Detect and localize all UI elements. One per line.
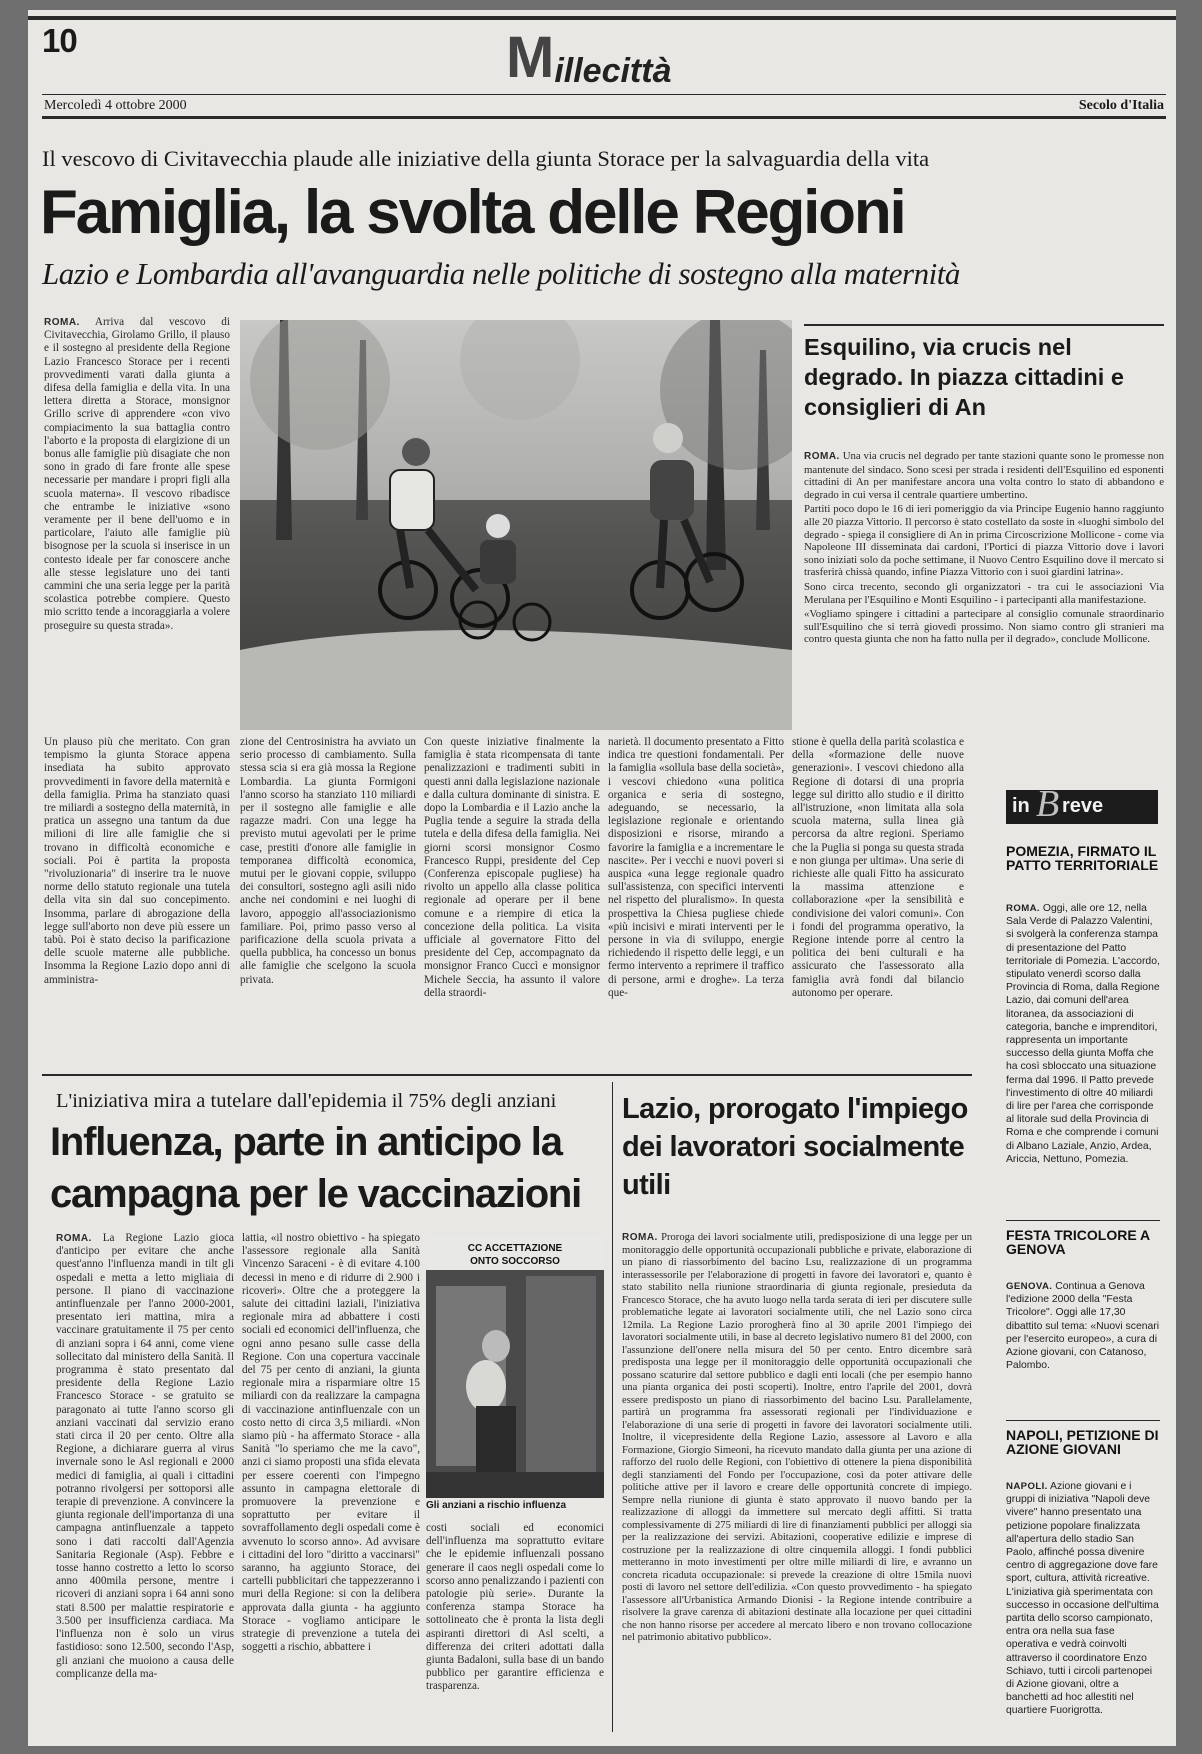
sidebar-text-2: Partiti poco dopo le 16 di ieri pomeriggio da via Principe Eugenio hanno raggiunto alle 20 piazza Vittorio. Il percorso è stato costellato da soste in «luoghi simbolo del degrado - spiega il consigliere di An in prima Circoscrizione Mollicone - come via Napoleone III disseminata dai cardoni, l'Portici di piazza Vittorio dove i lavori sono iniziati solo da poche settimane, il Nuovo Centro Esquilino dove il mercato si trasferirà chissà quando, infine Piazza Vittorio con i suoi giardini latrina».: [804, 503, 1164, 579]
breve-text-napoli: Azione giovani e i gruppi di iniziativa "Napoli deve vivere" hanno presentato una petizione popolare finalizzata all'apertura dello stadio San Paolo, affinché possa divenire centro di aggregazione dove fare sport, cultura, attività ricreative. L'iniziativa già sperimentata con successo in occasione dell'ultima partita dello scorso campionato, entra ora nella sua fase operativa e vedrà coinvolti attraverso il coordinatore Enzo Schiavo, tutti i circoli partenopei di Azione giovani, oltre a banchetti ad hoc allestiti nel quartiere Fuorigrotta.: [1006, 1481, 1159, 1717]
masthead-rule-top: [42, 94, 1166, 95]
breve-text-genova: Continua a Genova l'edizione 2000 della "Festa Tricolore". Oggi alle 17,30 dibattito sul tema: «Nuovi scenari per l'esercito europeo», a cura di Azione giovani, con Catanoso, Palombo.: [1006, 1281, 1160, 1372]
main-text-4: narietà. Il documento presentato a Fitto indica tre questioni fondamentali. Per la famiglia «sollula base della società», i vescovi chiedono «una politica organica e seria di sostegno, adeguando, se necessario, la legislazione regionale e orientando disposizioni e risorse, mirando a favorire la famiglia e a incrementare le nascite». Per i vecchi e nuovi poveri si auspica «una legge regionale quadro sull'assistenza, con specifici interventi nel rispetto del pluralismo». In questa prospettiva la Chiesa pugliese chiede «più incisivi e mirati interventi per le persone in via di sviluppo, energie richiedendo il rispetto delle leggi, e un fermo intervento a reprimere il traffico di persone, armi e droghe». La terza que-: [608, 736, 784, 999]
flu-kicker: L'iniziativa mira a tutelare dall'epidemia il 75% degli anziani: [56, 1090, 557, 1112]
lazio-text: Proroga dei lavori socialmente utili, predisposizione di una legge per un monitoraggio delle opportunità occupazionali pubbliche e private, elaborazione di un piano di riassorbimento del bacino Lsu, realizzazione di un programma interassessorile per l'elaborazione di progetti in favore dei lavoratori e, quanto è stato stabilito nella riunione straordinaria di giunta regionale, presieduta da Francesco Storace, che ha avuto luogo nella tarda serata di ieri per discutere sulle problematiche legate ai lavoratori socialmente utili, che nel Lazio sono circa 12mila. La Regione Lazio prorogherà fino al 30 aprile 2001 l'impiego dei lavoratori socialmente utili, in base al decreto legislativo numero 81 del 2000, con l'assunzione dell'onere nella misura del 50 per cento. Entro dicembre sarà predisposta una legge per il monitoraggio delle opportunità occupazionali che possano scaturire dal settore pubblico e dagli enti locali (che per esempio hanno una pianta organica dei posti scoperti). Inoltre, entro l'aprile del 2001, dovrà essere predisposto un piano di riassorbimento del bacino Lsu. Parallelamente, partirà un programma fra assessorati regionali per l'individuazione e l'elaborazione di una serie di progetti in favore dei lavoratori socialmente utili. Inoltre, il vicepresidente della Regione Lazio, assessore al Lavoro e alla Formazione, Giorgio Simeoni, ha ricevuto mandato dalla giunta per una azione di rafforzo del ruolo delle Regioni, con l'obiettivo di ottenere la piena disponibilità degli stanziamenti del Fondo per l'occupazione, così da poter attivare delle politiche attive per il lavoro e creare delle opportunità concrete di impiego. Sempre nella riunione di giunta è stato approvato il nuovo bando per la realizzazione di alloggi da immettere sul mercato degli affitti. Si tratta complessivamente di 275 miliardi di lire di finanziamenti pubblici per alloggi sia per la realizzazione dei servizi. Abitazioni, cooperative edilizie e imprese di costruzione per la realizzazione di oltre cinquemila alloggi. I fondi pubblici metteranno in moto investimenti per oltre mille miliardi di lire, e avranno un concreta ricaduta occupazionale: si prevede la creazione di oltre 15mila nuovi posti di lavoro nel settore dell'edilizia. «Con questo provvedimento - ha spiegato l'assessore all'Urbanistica Armando Dionisi - la Regione intende contribuire a risolvere la grave carenza di abitazioni destinate alla locazione per quei cittadini che non hanno risorse per accedere al mercato libero e non trovano collocazione nel patrimonio abitativo pubblico».: [622, 1232, 972, 1643]
breve-article-napoli: [1006, 1480, 1160, 1738]
flu-text-1: La Regione Lazio gioca d'anticipo per evitare che anche quest'anno l'influenza mandi in tilt gli ospedali e metta a letto migliaia di persone. Il piano di vaccinazione antinfluenzale per l'anno 2000-2001, presentato ieri mattina, mira a vaccinare gratuitamente il 75 per cento di anziani sopra i 64 anni, come viene sollecitato dal ministero della Sanità. Il programma è stato presentato dal presidente della Regione Lazio Francesco Storace - se gratuito se paragonato ai tutte l'anno scorso gli anziani vaccinati dal servizio erano stati circa il 20 per cento. Oltre alla Regione, a dichiarare guerra al virus invernale sono le Asl regionali e 2000 medici di famiglia, ai quali i cittadini potranno rivolgersi per sottoporsi alle terapie di prevenzione. A convincere la giunta regionale dell'importanza di una campagna antinfluenzale a tappeto sono i dati raccolti dall'Agenzia Sanitaria Regionale (Asp). Febbre e tosse hanno costretto a letto lo scorso anno 400mila persone, mentre i ricoveri di anziani sopra i 64 anni sono stati 8.500 per malattie respiratorie e 3.500 per insufficienza cardiaca. Ma l'influenza non è solo un virus fastidioso: sono 12.500, secondo l'Asp, gli anziani che muoiono a causa delle complicanze della ma-: [56, 1232, 234, 1680]
family-bicycle-photo: [240, 320, 792, 730]
main-text-2: zione del Centrosinistra ha avviato un serio processo di cambiamento. Sulla stessa scia si era già mossa la Regione Lombardia. La giunta Formigoni l'anno scorso ha stanziato 110 miliardi per il sostegno alle famiglie e alle ragazze madri. Con una legge ha previsto mutui agevolati per le prime case, prestiti d'onore alle famiglie in temporanea difficoltà economica, mutui per le giovani coppie, sviluppo dei consultori, sostegno agli asili nido anche nei condomini e nei luoghi di lavoro, appoggio all'associazionismo familiare. Poi, primo passo verso al parificazione della scuola privata a quella pubblica, ha concesso un bonus alle famiglie che scelgono la scuola privata.: [240, 736, 416, 986]
breve-article-pomezia: [1006, 902, 1160, 1212]
breve-dateline-pomezia: ROMA.: [1006, 903, 1040, 914]
main-text-3: Con queste iniziative finalmente la famiglia è stata ricompensata di tante penalizzazioni e tradimenti subiti in questi anni dalla legislazione nazionale e dalla cultura dominante di sinistra. E dopo la Lombardia e il Lazio anche la Puglia tende a seguire la strada della tutela e della difesa della famiglia. Nei giorni scorsi monsignor Cosmo Francesco Ruppi, presidente del Cep (Conferenza episcopale pugliese) ha rivolto un appello alla classe politica regionale ad operare per il bene comune e a riempire di etica la concezione della politica. La visita ufficiale al governatore Fitto del presidente del Cep, accompagnato da monsignor Franco Cuccì e monsignor Michele Seccia, ha assunto il valore della straordi-: [424, 736, 600, 999]
lazio-dateline: ROMA.: [622, 1232, 658, 1243]
lower-divider: [42, 1074, 972, 1076]
main-article-col1b: [44, 736, 230, 1066]
main-article-col3: [424, 736, 600, 1066]
sidebar-headline: Esquilino, via crucis nel degrado. In piazza cittadini e consiglieri di An: [804, 334, 1124, 420]
main-article-col5: [792, 736, 964, 1066]
main-article-col2: [240, 736, 416, 1066]
breve-divider-2: [1006, 1420, 1160, 1421]
flu-article-col3: [426, 1522, 604, 1732]
masthead-rule-bottom: [42, 116, 1166, 119]
page-number: 10: [42, 22, 77, 59]
sidebar-rule: [804, 324, 1164, 326]
flu-photo-caption: Gli anziani a rischio influenza: [426, 1500, 567, 1511]
section-name: illecittà: [554, 52, 672, 90]
breve-headline-genova: FESTA TRICOLORE A GENOVA: [1006, 1227, 1150, 1257]
lazio-article: [622, 1232, 972, 1732]
flu-dateline: ROMA.: [56, 1233, 92, 1244]
main-article-col4: [608, 736, 784, 1066]
hospital-entrance-image: [426, 1236, 604, 1498]
breve-dateline-napoli: NAPOLI.: [1006, 1481, 1048, 1492]
breve-divider-1: [1006, 1220, 1160, 1221]
issue-date: Mercoledì 4 ottobre 2000: [44, 98, 187, 113]
main-kicker: Il vescovo di Civitavecchia plaude alle iniziative della giunta Storace per la salvaguardia della vita: [42, 146, 930, 171]
newspaper-page: [28, 10, 1176, 1746]
main-dateline: ROMA.: [44, 317, 80, 328]
breve-text-pomezia: Oggi, alle ore 12, nella Sala Verde di Palazzo Valentini, si svolgerà la conferenza stampa di presentazione del Patto territoriale di Pomezia. L'accordo, stipulato venerdì scorso dalla Provincia di Roma, dalla Regione Lazio, dai comuni dell'area litoranea, da associazioni di categoria, banche e imprenditori, rappresenta un importante successo della giunta Moffa che ha così sbloccato una situazione ferma dal 1996. Il Patto prevede l'investimento di oltre 40 miliardi di lire per l'area che corrisponde al litorale sud della Provincia di Roma e che comprende i comuni di Albano Laziale, Anzio, Ardea, Ariccia, Nettuno, Pomezia.: [1006, 903, 1160, 1165]
main-text-1: Arriva dal vescovo di Civitavecchia, Girolamo Grillo, il plauso e il sostegno al presidente della Regione Lazio Francesco Storace per i recenti provvedimenti varati dalla giunta a difesa della famiglia e della vita. In una lettera diretta a Storace, monsignor Grillo scrive di apprendere «con vivo compiacimento la sua battaglia contro l'aborto e la proposta di elargizione di un bonus alle famiglie più disagiate che non sono in grado di fare fronte alle spese necessarie per mandare i propri figli alla scuola materna». Il vescovo ribadisce che entrambe le iniziative «sono veramente per il bene dell'uomo e in particolare, l'aiuto alle famiglie più bisognose per la scuola si inserisce in un contesto ideale per far conoscere anche alle stesse legislature uno dei tanti cammini che una seria legge per la parità scolastica potrebbe compiere. Questo mio scritto tende a incoraggiarla a volere proseguire su questa strada».: [44, 316, 230, 632]
top-rule: [28, 16, 1176, 20]
flu-headline: Influenza, parte in anticipo la campagna per le vaccinazioni: [50, 1120, 582, 1216]
breve-article-genova: [1006, 1280, 1160, 1420]
lazio-headline: Lazio, prorogato l'impiego dei lavoratori socialmente utili: [622, 1093, 968, 1201]
in-breve-label-b: B: [1036, 783, 1060, 825]
sidebar-text-3: Sono circa trecento, secondo gli organizzatori - tra cui le associazioni Via Merulana per l'Esquilino e Monti Esquilino - i partecipanti alla manifestazione.: [804, 580, 1164, 606]
in-breve-banner: [1006, 783, 1158, 825]
flu-article-col2: [242, 1232, 420, 1732]
flu-text-2: lattia, «il nostro obiettivo - ha spiegato l'assessore regionale alla Sanità Vincenzo Saraceni - è di evitare 4.100 decessi in meno e di ridurre di 2.900 i ricoveri». Oltre che a proteggere la salute dei cittadini laziali, l'iniziativa regionale mira ad abbattere i costi sociali ed economici dell'influenza, che ogni anno pesano sulle casse della Regione. Con una copertura vaccinale del 75 per cento di anziani, la giunta regionale mira a risparmiare oltre 15 miliardi con da realizzare la campagna di vaccinazione antinfluenzale con un costo netto di circa 3,5 miliardi. «Non siamo più - ha affermato Storace - alla Sanità "lo speriamo che me la cavo", anzi ci siamo proposti una sfida elevata per essere coerenti con l'impegno assunto in campagna elettorale di promuovere la prevenzione e soprattutto per evitare il sovraffollamento degli ospedali come è avvenuto lo scorso anno». Ad avvisare i cittadini del loro "diritto a vaccinarsi" saranno, ha aggiunto Storace, dei cartelli pubblicitari che tappezzeranno i muri della Regione: si con la delibera approvata dalla giunta - ha aggiunto Storace - vogliamo anticipare le strategie di prevenzione a tutela dei soggetti a rischio, abbattere i: [242, 1232, 420, 1654]
sidebar-text-4: «Vogliamo spingere i cittadini a partecipare al consiglio comunale straordinario sull'Esquilino che si terrà giovedì prossimo. Non siamo contro gli stranieri ma contro questa giunta che non ha fatto nulla per il degrado», conclude Mollicone.: [804, 608, 1164, 646]
flu-text-3: costi sociali ed economici dell'influenza ma soprattutto evitare che le epidemie influenzali possano generare il caos negli ospedali come lo scorso anno penalizzando i pazienti con patologie più serie». Durante la conferenza stampa Storace ha sottolineato che è pronta la lista degli aspiranti direttori di Asl scelti, a differenza dei criteri adottati dalla giunta Badaloni, sulla base di un bando pubblico per garantire efficienza e trasparenza.: [426, 1522, 604, 1693]
main-text-5: stione è quella della parità scolastica e della «formazione delle nuove generazioni». I vescovi chiedono alla Regione di dotarsi di una propria legge sul diritto allo studio e il diritto all'istruzione, «non limitata alla sola scuola materna, sulla linea già percorsa da altre regioni. Speriamo che la Puglia si ponga su questa strada e non giunga per ultima». Una serie di richieste alle quali Fitto ha assicurato la massima attenzione e collaborazione «per la sensibilità e condivisione dei valori comuni». Con i fondi del programma operativo, la Regione intende porre al centro la politica dei beni culturali e ha assicurato che l'assessorato alla famiglia avrà fondi dal bilancio autonomo per operare.: [792, 736, 964, 999]
main-article-col1: [44, 316, 230, 736]
breve-dateline-genova: GENOVA.: [1006, 1281, 1053, 1292]
photo-sign-line2: ONTO SOCCORSO: [470, 1256, 560, 1267]
main-headline: Famiglia, la svolta delle Regioni: [40, 178, 905, 247]
breve-headline-napoli: NAPOLI, PETIZIONE DI AZIONE GIOVANI: [1006, 1427, 1159, 1457]
main-subheadline: Lazio e Lombardia all'avanguardia nelle politiche di sostegno alla maternità: [42, 256, 960, 291]
sidebar-dateline: ROMA.: [804, 451, 840, 462]
bicycle-family-image: [240, 320, 792, 730]
lower-vertical-divider: [612, 1082, 613, 1732]
section-initial: M: [506, 25, 555, 90]
breve-headline-pomezia: POMEZIA, FIRMATO IL PATTO TERRITORIALE: [1006, 843, 1159, 873]
in-breve-label-in: in: [1012, 795, 1030, 817]
in-breve-label-rest: reve: [1062, 795, 1104, 817]
main-text-1b: Un plauso più che meritato. Con gran tempismo la giunta Storace appena insediata ha subito approvato provvedimenti in favore della maternità e della famiglia. Prima ha stanziato quasi tre miliardi a sostegno della maternità, in pratica un assegno una tantum da due milioni di lire alle famiglie che si trovano in difficoltà economiche e sociali. Poi è partita la proposta "rivoluzionaria" di inserire tra le nuove norme dello statuto regionale una tutela della vita sin dal suo concepimento. Insomma, parlare di abrogazione della legge sull'aborto non deve più essere un tabù. Poi è stato deciso la parificazione delle scuole materne alle pubbliche. Insomma la Regione Lazio dopo anni di amministra-: [44, 736, 230, 986]
newspaper-name: Secolo d'Italia: [1078, 98, 1164, 113]
flu-hospital-photo: [426, 1236, 604, 1498]
sidebar-text-1: Una via crucis nel degrado per tante stazioni quante sono le promesse non mantenute del sindaco. Sono scesi per strada i residenti dell'Esquilino ed esponenti cittadini di An per manifestare ancora una volta contro lo stato di abbandono e degrado in cui versa il centrale quartiere umbertino.: [804, 450, 1164, 501]
photo-sign-line1: CC ACCETTAZIONE: [467, 1243, 563, 1254]
sidebar-article: [804, 450, 1164, 736]
flu-article-col1: [56, 1232, 234, 1732]
section-title: [506, 24, 672, 90]
